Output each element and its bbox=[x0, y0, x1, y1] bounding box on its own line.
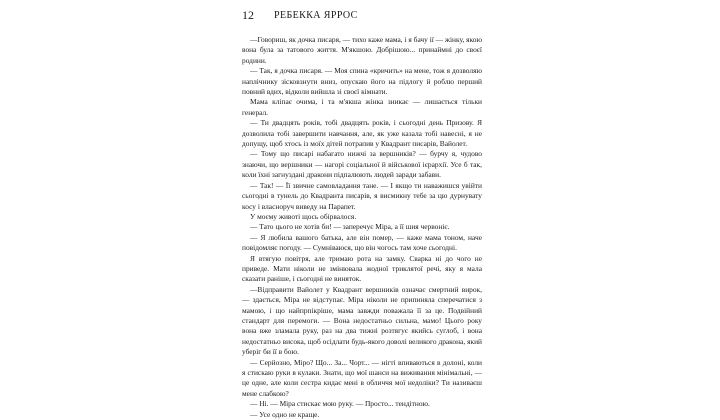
paragraph: — Я любила вашого батька, але він помер, — каже мама тоном, наче повідомляє погоду. — Сумніваюся, що він чогось там хоче сьогодні. bbox=[242, 232, 482, 253]
paragraph: Мама кліпає очима, і та м'якша жінка зникає — лишається тільки генерал. bbox=[242, 97, 482, 117]
body-text bbox=[242, 35, 482, 420]
page-number: 12 bbox=[242, 8, 254, 22]
paragraph: — Ні. — Міра стискає мою руку. — Просто... тендітною. bbox=[250, 399, 430, 409]
running-head bbox=[242, 9, 482, 21]
paragraph: — Тому що писарі набагато нижчі за вершників? — бурчу я, чудово знаючи, що вершники — нагорі соціальної й військової ієрархії. Усе б так, коли їхні загнуздані дракони підпалюють людей заради забави. bbox=[242, 149, 482, 180]
paragraph: У моєму животі щось обірвалося. bbox=[250, 211, 357, 221]
book-author: РЕБЕККА ЯРРОС bbox=[274, 10, 358, 21]
paragraph: — Тато цього не хотів би! — заперечує Міра, а її шия червоніє. bbox=[250, 222, 450, 232]
paragraph: — Ти двадцять років, тобі двадцять років, і сьогодні день Призову. Я дозволила тобі завершити навчання, але, як уже казала тобі навесні, я не допущу, щоб хтось із моїх дітей потрапив у Квадрант писарів, Вайолет. bbox=[242, 118, 482, 149]
paragraph: —Говориш, як дочка писаря, — тихо каже мама, і я бачу ії — жінку, якою вона була за татового життя. М'якшою. Добрішою... принаймні до своєї родини. bbox=[242, 35, 482, 65]
paragraph: Я втягую повітря, але тримаю рота на замку. Сварка ні до чого не приведе. Мати ніколи не змінювала жодної триклятої речі, яку я мала сказати раніше, і сьогодні не виняток. bbox=[242, 253, 482, 284]
paragraph: — Так, я дочка писаря. — Моя спина «кричить» на мене, тож я дозволяю наплічнику зісковзнути вниз, опускаю його на підлогу й роблю перший повний вдих, відколи вийшла зі своєї кімнати. bbox=[242, 66, 482, 97]
paragraph: — Усе одно не краще. bbox=[250, 409, 320, 419]
paragraph: —Відправити Вайолет у Квадрант вершників означає смертний вирок, — здається, Міра не відступає. Міра ніколи не припиняла сперечатися з мамою, і що найпрпікріше, мама завжди поважала її за це. Подвійний стандарт для перемоги. — Вона недостатньо сильна, мамо! Цього року вона вже зламала руку, раз на два тижні розтягує якийсь суглоб, і вона недостатньо висока, щоб осідлати будь-якого доволі великого дракона, який уберіг би її в бою. bbox=[242, 284, 482, 357]
paragraph: — Так! — Її звичне самовладання тане. — І якщо ти наважишся увійти сьогодні в тунель до Квадранта писарів, я висмикну тебе за цю дурнувату косу і власноруч виведу на Парапет. bbox=[242, 180, 482, 211]
paragraph: — Серйозно, Міро? Що... За... Чорт... — нігті впиваються в долоні, коли я стискаю руки в кулаки. Знати, що мої шанси на виживання мінімальні, — це одне, але коли сестра кидає мені в обличчя мої недоліки? Ти називаєш мене слабкою? bbox=[242, 357, 482, 398]
